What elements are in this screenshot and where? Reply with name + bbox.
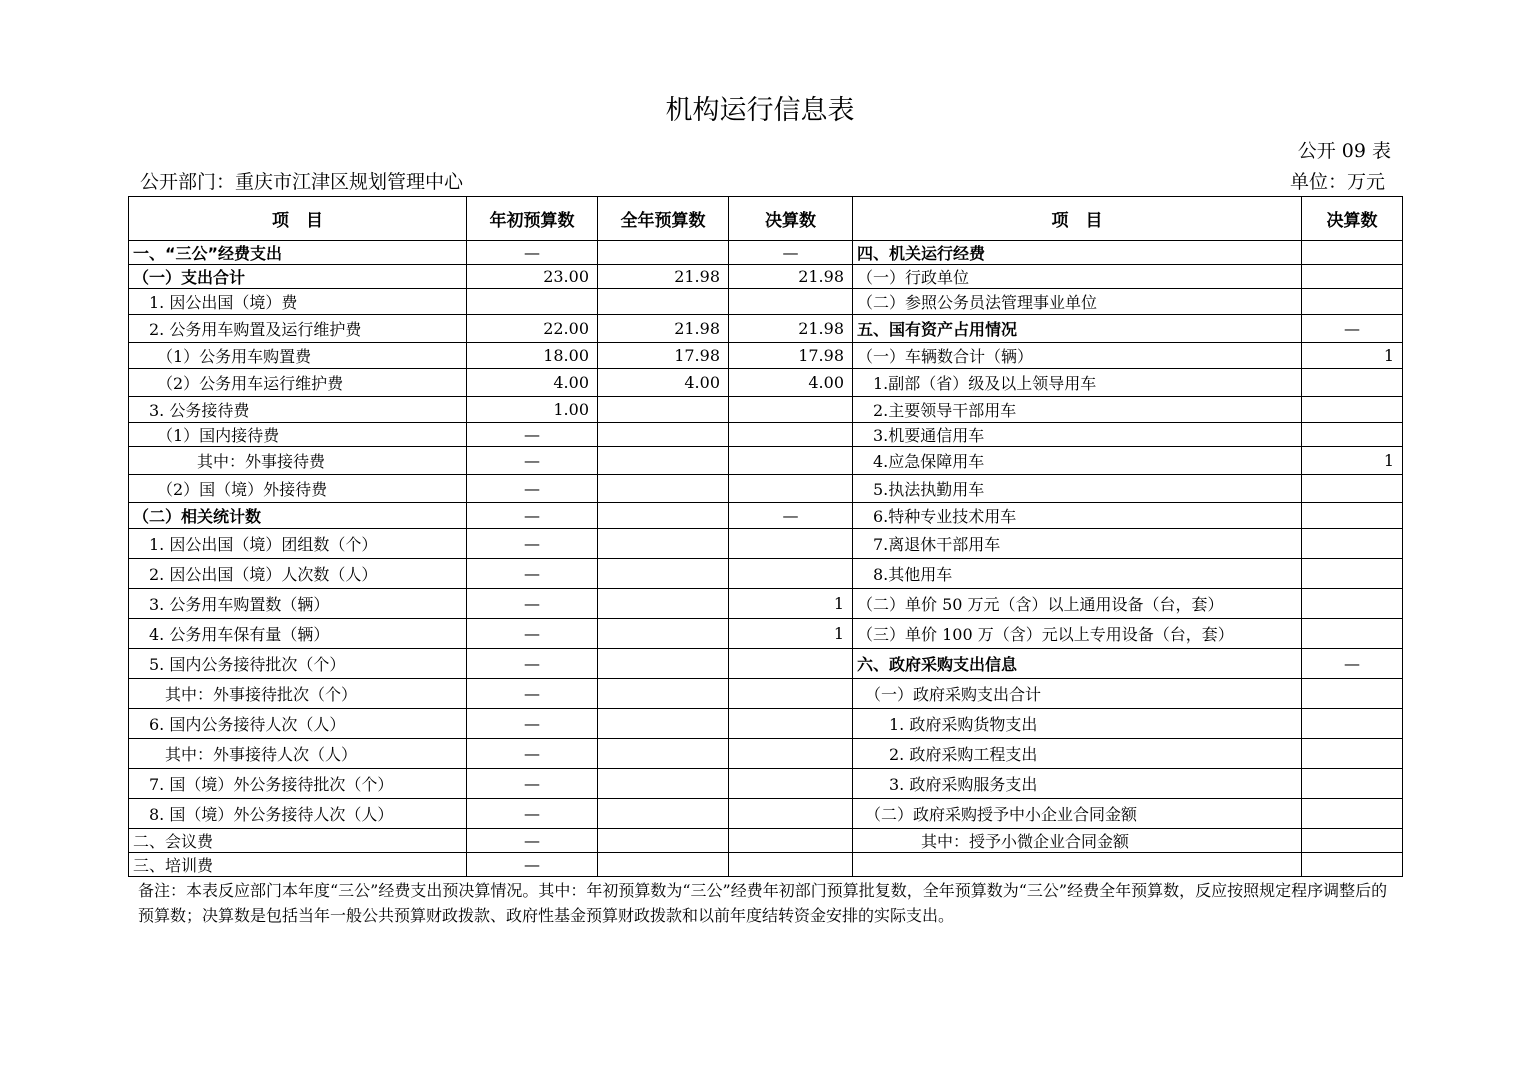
- cell-final-left: [729, 769, 853, 799]
- header-final-left: 决算数: [729, 197, 853, 241]
- cell-final-right: [1302, 397, 1403, 423]
- cell-item-left: 其中：外事接待批次（个）: [129, 679, 467, 709]
- page-title: 机构运行信息表: [665, 95, 855, 126]
- cell-full-year-budget: [598, 589, 729, 619]
- cell-final-left: [729, 397, 853, 423]
- cell-final-right: [1302, 709, 1403, 739]
- cell-final-left: [729, 423, 853, 447]
- cell-full-year-budget: 4.00: [598, 369, 729, 397]
- cell-initial-budget: —: [467, 769, 598, 799]
- cell-initial-budget: 23.00: [467, 265, 598, 289]
- cell-final-right: [1302, 241, 1403, 265]
- cell-item-right: （二）政府采购授予中小企业合同金额: [853, 799, 1302, 829]
- cell-item-right: 3.机要通信用车: [853, 423, 1302, 447]
- cell-initial-budget: —: [467, 503, 598, 529]
- cell-item-right: [853, 853, 1302, 877]
- cell-full-year-budget: 17.98: [598, 343, 729, 369]
- cell-final-left: [729, 799, 853, 829]
- cell-item-right: 五、国有资产占用情况: [853, 315, 1302, 343]
- cell-item-left: 2. 因公出国（境）人次数（人）: [129, 559, 467, 589]
- cell-initial-budget: —: [467, 529, 598, 559]
- cell-full-year-budget: [598, 529, 729, 559]
- cell-full-year-budget: [598, 241, 729, 265]
- cell-final-left: [729, 709, 853, 739]
- cell-final-right: —: [1302, 649, 1403, 679]
- cell-final-left: [729, 853, 853, 877]
- cell-full-year-budget: [598, 475, 729, 503]
- cell-full-year-budget: [598, 853, 729, 877]
- cell-final-left: [729, 559, 853, 589]
- cell-initial-budget: 1.00: [467, 397, 598, 423]
- cell-item-right: 4.应急保障用车: [853, 447, 1302, 475]
- cell-initial-budget: 22.00: [467, 315, 598, 343]
- table-row: [129, 265, 1403, 289]
- unit-label: 单位：万元: [1289, 171, 1385, 193]
- cell-final-left: —: [729, 241, 853, 265]
- cell-item-left: 其中：外事接待人次（人）: [129, 739, 467, 769]
- cell-initial-budget: 4.00: [467, 369, 598, 397]
- cell-item-left: （一）支出合计: [129, 265, 467, 289]
- cell-initial-budget: —: [467, 829, 598, 853]
- cell-item-right: 7.离退休干部用车: [853, 529, 1302, 559]
- cell-final-right: [1302, 589, 1403, 619]
- table-row: [129, 559, 1403, 589]
- cell-final-right: [1302, 559, 1403, 589]
- cell-initial-budget: —: [467, 649, 598, 679]
- cell-item-left: 3. 公务接待费: [129, 397, 467, 423]
- cell-initial-budget: —: [467, 447, 598, 475]
- cell-item-left: 其中：外事接待费: [129, 447, 467, 475]
- cell-item-left: 5. 国内公务接待批次（个）: [129, 649, 467, 679]
- cell-final-right: [1302, 853, 1403, 877]
- cell-item-right: （三）单价 100 万（含）元以上专用设备（台，套）: [853, 619, 1302, 649]
- table-row: [129, 769, 1403, 799]
- cell-item-left: 一、“三公”经费支出: [129, 241, 467, 265]
- cell-item-right: 5.执法执勤用车: [853, 475, 1302, 503]
- cell-final-right: [1302, 739, 1403, 769]
- cell-final-right: [1302, 265, 1403, 289]
- cell-item-right: 6.特种专业技术用车: [853, 503, 1302, 529]
- cell-final-left: [729, 649, 853, 679]
- cell-item-right: 8.其他用车: [853, 559, 1302, 589]
- cell-item-left: 1. 因公出国（境）费: [129, 289, 467, 315]
- cell-final-right: [1302, 529, 1403, 559]
- table-row: [129, 475, 1403, 503]
- cell-item-right: 1. 政府采购货物支出: [853, 709, 1302, 739]
- cell-initial-budget: —: [467, 559, 598, 589]
- table-row: [129, 397, 1403, 423]
- table-row: [129, 447, 1403, 475]
- cell-full-year-budget: [598, 799, 729, 829]
- cell-item-left: 2. 公务用车购置及运行维护费: [129, 315, 467, 343]
- cell-initial-budget: —: [467, 475, 598, 503]
- cell-final-right: [1302, 679, 1403, 709]
- table-row: [129, 829, 1403, 853]
- cell-final-right: [1302, 619, 1403, 649]
- table-row: [129, 799, 1403, 829]
- cell-item-left: 7. 国（境）外公务接待批次（个）: [129, 769, 467, 799]
- table-row: [129, 619, 1403, 649]
- cell-initial-budget: 18.00: [467, 343, 598, 369]
- cell-item-right: （二）单价 50 万元（含）以上通用设备（台，套）: [853, 589, 1302, 619]
- cell-item-right: （二）参照公务员法管理事业单位: [853, 289, 1302, 315]
- cell-final-left: 21.98: [729, 315, 853, 343]
- cell-item-left: 4. 公务用车保有量（辆）: [129, 619, 467, 649]
- cell-item-left: 三、培训费: [129, 853, 467, 877]
- cell-final-right: [1302, 475, 1403, 503]
- cell-final-left: 21.98: [729, 265, 853, 289]
- footnote: 备注：本表反应部门本年度“三公”经费支出预决算情况。其中：年初预算数为“三公”经费年初部门预算批复数，全年预算数为“三公”经费全年预算数，反应按照规定程序调整后的预算数；决算数是包括当年一般公共预算财政拨款、政府性基金预算财政拨款和以前年度结转资金安排的实际支出。: [138, 881, 1388, 925]
- cell-full-year-budget: [598, 559, 729, 589]
- table-row: [129, 853, 1403, 877]
- cell-item-left: （1）公务用车购置费: [129, 343, 467, 369]
- cell-final-left: 1: [729, 589, 853, 619]
- cell-final-right: [1302, 369, 1403, 397]
- cell-item-right: 其中：授予小微企业合同金额: [853, 829, 1302, 853]
- cell-final-right: 1: [1302, 343, 1403, 369]
- cell-final-right: [1302, 289, 1403, 315]
- cell-final-left: [729, 529, 853, 559]
- cell-initial-budget: —: [467, 619, 598, 649]
- cell-initial-budget: —: [467, 241, 598, 265]
- cell-initial-budget: —: [467, 739, 598, 769]
- cell-initial-budget: —: [467, 799, 598, 829]
- cell-full-year-budget: [598, 423, 729, 447]
- cell-item-left: 二、会议费: [129, 829, 467, 853]
- cell-full-year-budget: [598, 769, 729, 799]
- cell-item-right: 六、政府采购支出信息: [853, 649, 1302, 679]
- cell-full-year-budget: [598, 397, 729, 423]
- cell-full-year-budget: [598, 447, 729, 475]
- cell-final-right: 1: [1302, 447, 1403, 475]
- cell-item-right: （一）车辆数合计（辆）: [853, 343, 1302, 369]
- cell-final-left: [729, 829, 853, 853]
- cell-item-right: （一）政府采购支出合计: [853, 679, 1302, 709]
- cell-item-left: 3. 公务用车购置数（辆）: [129, 589, 467, 619]
- table-row: [129, 649, 1403, 679]
- cell-full-year-budget: [598, 739, 729, 769]
- cell-final-right: [1302, 799, 1403, 829]
- cell-final-right: [1302, 829, 1403, 853]
- header-final-right: 决算数: [1302, 197, 1403, 241]
- cell-item-right: 1.副部（省）级及以上领导用车: [853, 369, 1302, 397]
- header-item-left: 项 目: [129, 197, 467, 241]
- table-row: [129, 679, 1403, 709]
- cell-full-year-budget: 21.98: [598, 265, 729, 289]
- operation-info-table: [128, 196, 1403, 877]
- cell-full-year-budget: 21.98: [598, 315, 729, 343]
- cell-item-right: 四、机关运行经费: [853, 241, 1302, 265]
- header-initial-budget: 年初预算数: [467, 197, 598, 241]
- table-row: [129, 503, 1403, 529]
- cell-final-right: [1302, 423, 1403, 447]
- cell-initial-budget: —: [467, 589, 598, 619]
- cell-final-left: [729, 739, 853, 769]
- cell-item-left: 1. 因公出国（境）团组数（个）: [129, 529, 467, 559]
- cell-item-left: 8. 国（境）外公务接待人次（人）: [129, 799, 467, 829]
- cell-final-left: 4.00: [729, 369, 853, 397]
- cell-full-year-budget: [598, 679, 729, 709]
- cell-final-left: 1: [729, 619, 853, 649]
- table-row: [129, 739, 1403, 769]
- table-row: [129, 529, 1403, 559]
- cell-initial-budget: —: [467, 679, 598, 709]
- cell-final-left: 17.98: [729, 343, 853, 369]
- table-row: [129, 589, 1403, 619]
- cell-initial-budget: [467, 289, 598, 315]
- table-row: [129, 369, 1403, 397]
- table-row: [129, 709, 1403, 739]
- cell-final-right: [1302, 503, 1403, 529]
- cell-final-right: —: [1302, 315, 1403, 343]
- cell-item-right: 2. 政府采购工程支出: [853, 739, 1302, 769]
- table-row: [129, 241, 1403, 265]
- cell-final-left: [729, 447, 853, 475]
- cell-initial-budget: —: [467, 423, 598, 447]
- cell-initial-budget: —: [467, 709, 598, 739]
- form-number: 公开 09 表: [1297, 140, 1391, 162]
- cell-item-right: 2.主要领导干部用车: [853, 397, 1302, 423]
- header-full-year-budget: 全年预算数: [598, 197, 729, 241]
- cell-item-right: （一）行政单位: [853, 265, 1302, 289]
- table-row: [129, 423, 1403, 447]
- cell-item-right: 3. 政府采购服务支出: [853, 769, 1302, 799]
- table-row: [129, 289, 1403, 315]
- cell-final-left: —: [729, 503, 853, 529]
- cell-full-year-budget: [598, 709, 729, 739]
- cell-final-left: [729, 289, 853, 315]
- cell-item-left: （2）公务用车运行维护费: [129, 369, 467, 397]
- cell-final-left: [729, 475, 853, 503]
- cell-full-year-budget: [598, 829, 729, 853]
- cell-full-year-budget: [598, 289, 729, 315]
- cell-item-left: 6. 国内公务接待人次（人）: [129, 709, 467, 739]
- table-row: [129, 343, 1403, 369]
- department-label: 公开部门：重庆市江津区规划管理中心: [140, 171, 464, 193]
- cell-full-year-budget: [598, 619, 729, 649]
- header-row: [129, 197, 1403, 241]
- header-item-right: 项 目: [853, 197, 1302, 241]
- cell-item-left: （2）国（境）外接待费: [129, 475, 467, 503]
- cell-initial-budget: —: [467, 853, 598, 877]
- table-row: [129, 315, 1403, 343]
- cell-item-left: （1）国内接待费: [129, 423, 467, 447]
- cell-item-left: （二）相关统计数: [129, 503, 467, 529]
- cell-full-year-budget: [598, 503, 729, 529]
- cell-final-left: [729, 679, 853, 709]
- cell-full-year-budget: [598, 649, 729, 679]
- cell-final-right: [1302, 769, 1403, 799]
